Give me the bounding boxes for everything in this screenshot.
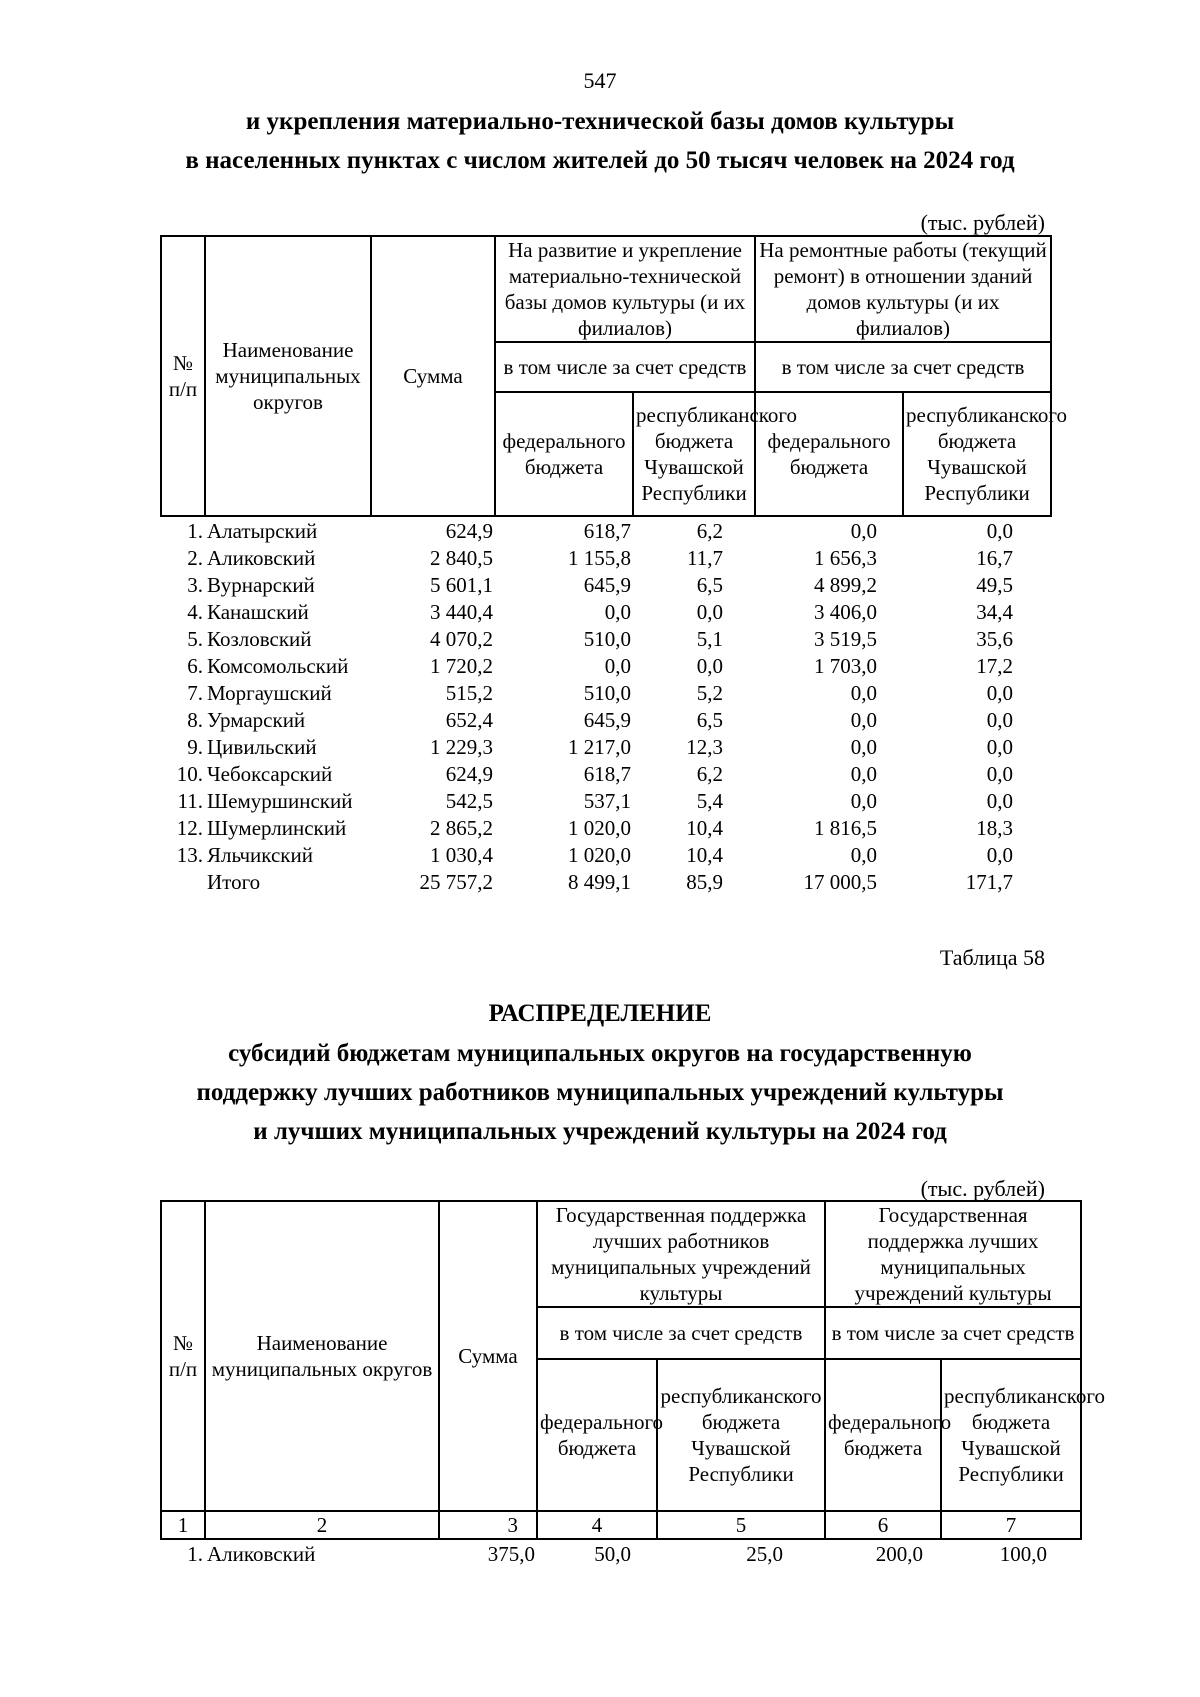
header-republic-development: республиканского бюджета Чувашской Республики xyxy=(633,392,755,516)
section2-units: (тыс. рублей) xyxy=(920,1176,1045,1201)
row-republic-repair: 0,0 xyxy=(986,518,1014,543)
table-row xyxy=(161,760,1051,787)
row-republic-repair: 35,6 xyxy=(976,626,1014,651)
column-number: 1 xyxy=(161,1511,205,1539)
table-number: Таблица 58 xyxy=(939,945,1045,970)
total-republic-repair: 171,7 xyxy=(965,869,1014,894)
total-sum: 25 757,2 xyxy=(419,869,493,894)
row-federal-development: 0,0 xyxy=(604,599,631,624)
row-name: Чебоксарский xyxy=(207,761,333,786)
row-republic-repair: 49,5 xyxy=(976,572,1014,597)
row-republic-development: 6,5 xyxy=(696,707,724,732)
row-sum: 3 440,4 xyxy=(430,599,493,624)
header-group-repair: На ремонтные работы (текущий ремонт) в отношении зданий домов культуры (и их филиалов) xyxy=(755,236,1051,342)
row-number: 7. xyxy=(187,680,203,705)
row-republic-repair: 16,7 xyxy=(976,545,1014,570)
row-number: 8. xyxy=(187,707,203,732)
row-federal-repair: 0,0 xyxy=(850,734,878,759)
row-federal-development: 537,1 xyxy=(583,788,631,813)
row-sum: 375,0 xyxy=(487,1541,535,1566)
row-federal-development: 0,0 xyxy=(604,653,631,678)
table-row xyxy=(161,679,1051,706)
row-number: 12. xyxy=(176,815,203,840)
row-republic-repair: 0,0 xyxy=(986,761,1014,786)
column-number: 6 xyxy=(825,1511,941,1539)
row-federal-repair: 0,0 xyxy=(850,707,878,732)
row-name: Алатырский xyxy=(207,518,318,543)
row-federal-repair: 0,0 xyxy=(850,518,878,543)
row-republic-development: 6,5 xyxy=(696,572,724,597)
row-sum: 1 030,4 xyxy=(430,842,493,867)
row-republic-repair: 17,2 xyxy=(976,653,1014,678)
header-name: Наименование муниципальных округов xyxy=(205,1201,439,1511)
table-row xyxy=(161,706,1051,733)
row-sum: 624,9 xyxy=(445,518,493,543)
header-sum: Сумма xyxy=(439,1201,537,1511)
row-republic-development: 11,7 xyxy=(687,545,724,570)
header-republic-workers: республиканского бюджета Чувашской Республики xyxy=(657,1359,825,1511)
row-federal-repair: 1 816,5 xyxy=(814,815,878,840)
row-federal-repair: 1 656,3 xyxy=(814,545,878,570)
header-republic-institutions: республиканского бюджета Чувашской Республики xyxy=(941,1359,1081,1511)
row-sum: 1 229,3 xyxy=(430,734,493,759)
header-name: Наименование муниципальных округов xyxy=(205,236,371,516)
row-federal-development: 1 020,0 xyxy=(568,842,631,867)
header-federal-repair: федерального бюджета xyxy=(755,392,903,516)
row-name: Шемуршинский xyxy=(207,788,353,813)
section2-heading: РАСПРЕДЕЛЕНИЕ xyxy=(488,1000,712,1027)
header-num: № п/п xyxy=(161,1201,205,1511)
header-federal-institutions: федерального бюджета xyxy=(825,1359,941,1511)
row-federal-development: 1 020,0 xyxy=(568,815,631,840)
header-sub-repair: в том числе за счет средств xyxy=(755,342,1051,392)
row-name: Шумерлинский xyxy=(207,815,347,840)
row-number: 5. xyxy=(187,626,203,651)
row-federal-repair: 0,0 xyxy=(850,842,878,867)
row-number xyxy=(161,868,205,895)
section2-title-line-1: субсидий бюджетам муниципальных округов на государственную xyxy=(228,1040,972,1067)
column-number-row xyxy=(161,1511,1081,1539)
header-republic-repair: республиканского бюджета Чувашской Республики xyxy=(903,392,1051,516)
table-row xyxy=(161,625,1051,652)
table-row xyxy=(161,787,1051,814)
total-federal-repair: 17 000,5 xyxy=(803,869,878,894)
row-name: Козловский xyxy=(207,626,312,651)
row-name: Цивильский xyxy=(207,734,317,759)
row-federal-repair: 1 703,0 xyxy=(814,653,878,678)
column-number: 7 xyxy=(941,1511,1081,1539)
row-republic-development: 5,2 xyxy=(696,680,724,705)
row-federal-development: 645,9 xyxy=(583,707,631,732)
row-name: Аликовский xyxy=(207,545,316,570)
row-sum: 2 865,2 xyxy=(430,815,493,840)
row-republic-development: 0,0 xyxy=(696,599,724,624)
row-number: 6. xyxy=(187,653,203,678)
row-sum: 515,2 xyxy=(445,680,493,705)
row-number: 3. xyxy=(187,572,203,597)
row-federal-institutions: 200,0 xyxy=(875,1541,924,1566)
row-sum: 624,9 xyxy=(445,761,493,786)
row-sum: 1 720,2 xyxy=(430,653,493,678)
table-row xyxy=(161,733,1051,760)
section1-title-line-2: в населенных пунктах с числом жителей до 50 тысяч человек на 2024 год xyxy=(185,147,1015,174)
table-total-row xyxy=(161,868,1051,895)
row-republic-development: 6,2 xyxy=(696,761,724,786)
row-republic-development: 6,2 xyxy=(696,518,724,543)
row-republic-repair: 0,0 xyxy=(986,788,1014,813)
table-row xyxy=(161,516,1051,544)
row-federal-development: 618,7 xyxy=(583,518,631,543)
header-federal-development: федерального бюджета xyxy=(495,392,633,516)
row-republic-development: 10,4 xyxy=(686,815,724,840)
row-name: Яльчикский xyxy=(207,842,313,867)
header-group-development: На развитие и укрепление материально-технической базы домов культуры (и их филиалов) xyxy=(495,236,755,342)
row-name: Аликовский xyxy=(207,1541,316,1566)
section1-title-line-1: и укрепления материально-технической базы домов культуры xyxy=(245,108,955,135)
row-sum: 4 070,2 xyxy=(430,626,493,651)
column-number: 2 xyxy=(205,1511,439,1539)
row-sum: 2 840,5 xyxy=(430,545,493,570)
header-num: № п/п xyxy=(161,236,205,516)
row-number: 11. xyxy=(177,788,203,813)
row-federal-workers: 50,0 xyxy=(594,1541,631,1566)
row-republic-repair: 0,0 xyxy=(986,707,1014,732)
row-federal-repair: 3 406,0 xyxy=(814,599,878,624)
header-group-institutions: Государственная поддержка лучших муниципальных учреждений культуры xyxy=(825,1201,1081,1307)
row-number: 9. xyxy=(187,734,203,759)
table-row xyxy=(161,598,1051,625)
header-sum: Сумма xyxy=(371,236,495,516)
row-number: 2. xyxy=(187,545,203,570)
row-federal-repair: 3 519,5 xyxy=(814,626,878,651)
table-row xyxy=(161,652,1051,679)
row-federal-repair: 0,0 xyxy=(850,680,878,705)
header-sub-development: в том числе за счет средств xyxy=(495,342,755,392)
table-row xyxy=(161,841,1051,868)
row-federal-development: 645,9 xyxy=(583,572,631,597)
row-name: Комсомольский xyxy=(207,653,349,678)
header-federal-workers: федерального бюджета xyxy=(537,1359,657,1511)
row-federal-development: 510,0 xyxy=(583,626,631,651)
row-number: 1. xyxy=(187,1541,203,1566)
row-name: Вурнарский xyxy=(207,572,315,597)
page-number: 547 xyxy=(583,68,617,93)
row-republic-development: 0,0 xyxy=(696,653,724,678)
table-row xyxy=(161,1539,1081,1567)
row-republic-repair: 0,0 xyxy=(986,680,1014,705)
row-number: 1. xyxy=(187,518,203,543)
row-republic-development: 10,4 xyxy=(686,842,724,867)
header-sub-workers: в том числе за счет средств xyxy=(537,1307,825,1359)
section2-title-line-2: поддержку лучших работников муниципальных учреждений культуры xyxy=(196,1079,1004,1106)
table-row xyxy=(161,814,1051,841)
row-number: 10. xyxy=(176,761,203,786)
header-sub-institutions: в том числе за счет средств xyxy=(825,1307,1081,1359)
row-federal-development: 510,0 xyxy=(583,680,631,705)
row-republic-institutions: 100,0 xyxy=(999,1541,1048,1566)
table-row xyxy=(161,571,1051,598)
column-number: 3 xyxy=(439,1511,537,1539)
row-sum: 5 601,1 xyxy=(430,572,493,597)
row-republic-development: 5,4 xyxy=(696,788,724,813)
row-sum: 652,4 xyxy=(445,707,493,732)
row-number: 4. xyxy=(187,599,203,624)
row-federal-repair: 4 899,2 xyxy=(814,572,878,597)
column-number: 5 xyxy=(657,1511,825,1539)
row-republic-repair: 0,0 xyxy=(986,734,1014,759)
total-republic-development: 85,9 xyxy=(686,869,724,894)
column-number: 4 xyxy=(537,1511,657,1539)
row-republic-repair: 34,4 xyxy=(976,599,1014,624)
row-republic-repair: 0,0 xyxy=(986,842,1014,867)
row-federal-repair: 0,0 xyxy=(850,761,878,786)
row-name: Канашский xyxy=(207,599,309,624)
total-federal-development: 8 499,1 xyxy=(568,869,631,894)
section2-table xyxy=(160,1200,1106,1567)
row-name: Моргаушский xyxy=(207,680,332,705)
row-federal-repair: 0,0 xyxy=(850,788,878,813)
row-federal-development: 1 155,8 xyxy=(568,545,631,570)
row-republic-workers: 25,0 xyxy=(746,1541,784,1566)
row-number: 13. xyxy=(176,842,203,867)
total-label: Итого xyxy=(207,869,261,894)
table-row xyxy=(161,544,1051,571)
section1-table xyxy=(160,235,1068,895)
section1-units: (тыс. рублей) xyxy=(920,210,1045,235)
row-sum: 542,5 xyxy=(445,788,493,813)
row-republic-repair: 18,3 xyxy=(976,815,1014,840)
row-name: Урмарский xyxy=(207,707,306,732)
header-group-workers: Государственная поддержка лучших работников муниципальных учреждений культуры xyxy=(537,1201,825,1307)
row-republic-development: 5,1 xyxy=(696,626,724,651)
row-republic-development: 12,3 xyxy=(686,734,724,759)
section2-title-line-3: и лучших муниципальных учреждений культуры на 2024 год xyxy=(253,1118,947,1145)
row-federal-development: 618,7 xyxy=(583,761,631,786)
row-federal-development: 1 217,0 xyxy=(568,734,631,759)
